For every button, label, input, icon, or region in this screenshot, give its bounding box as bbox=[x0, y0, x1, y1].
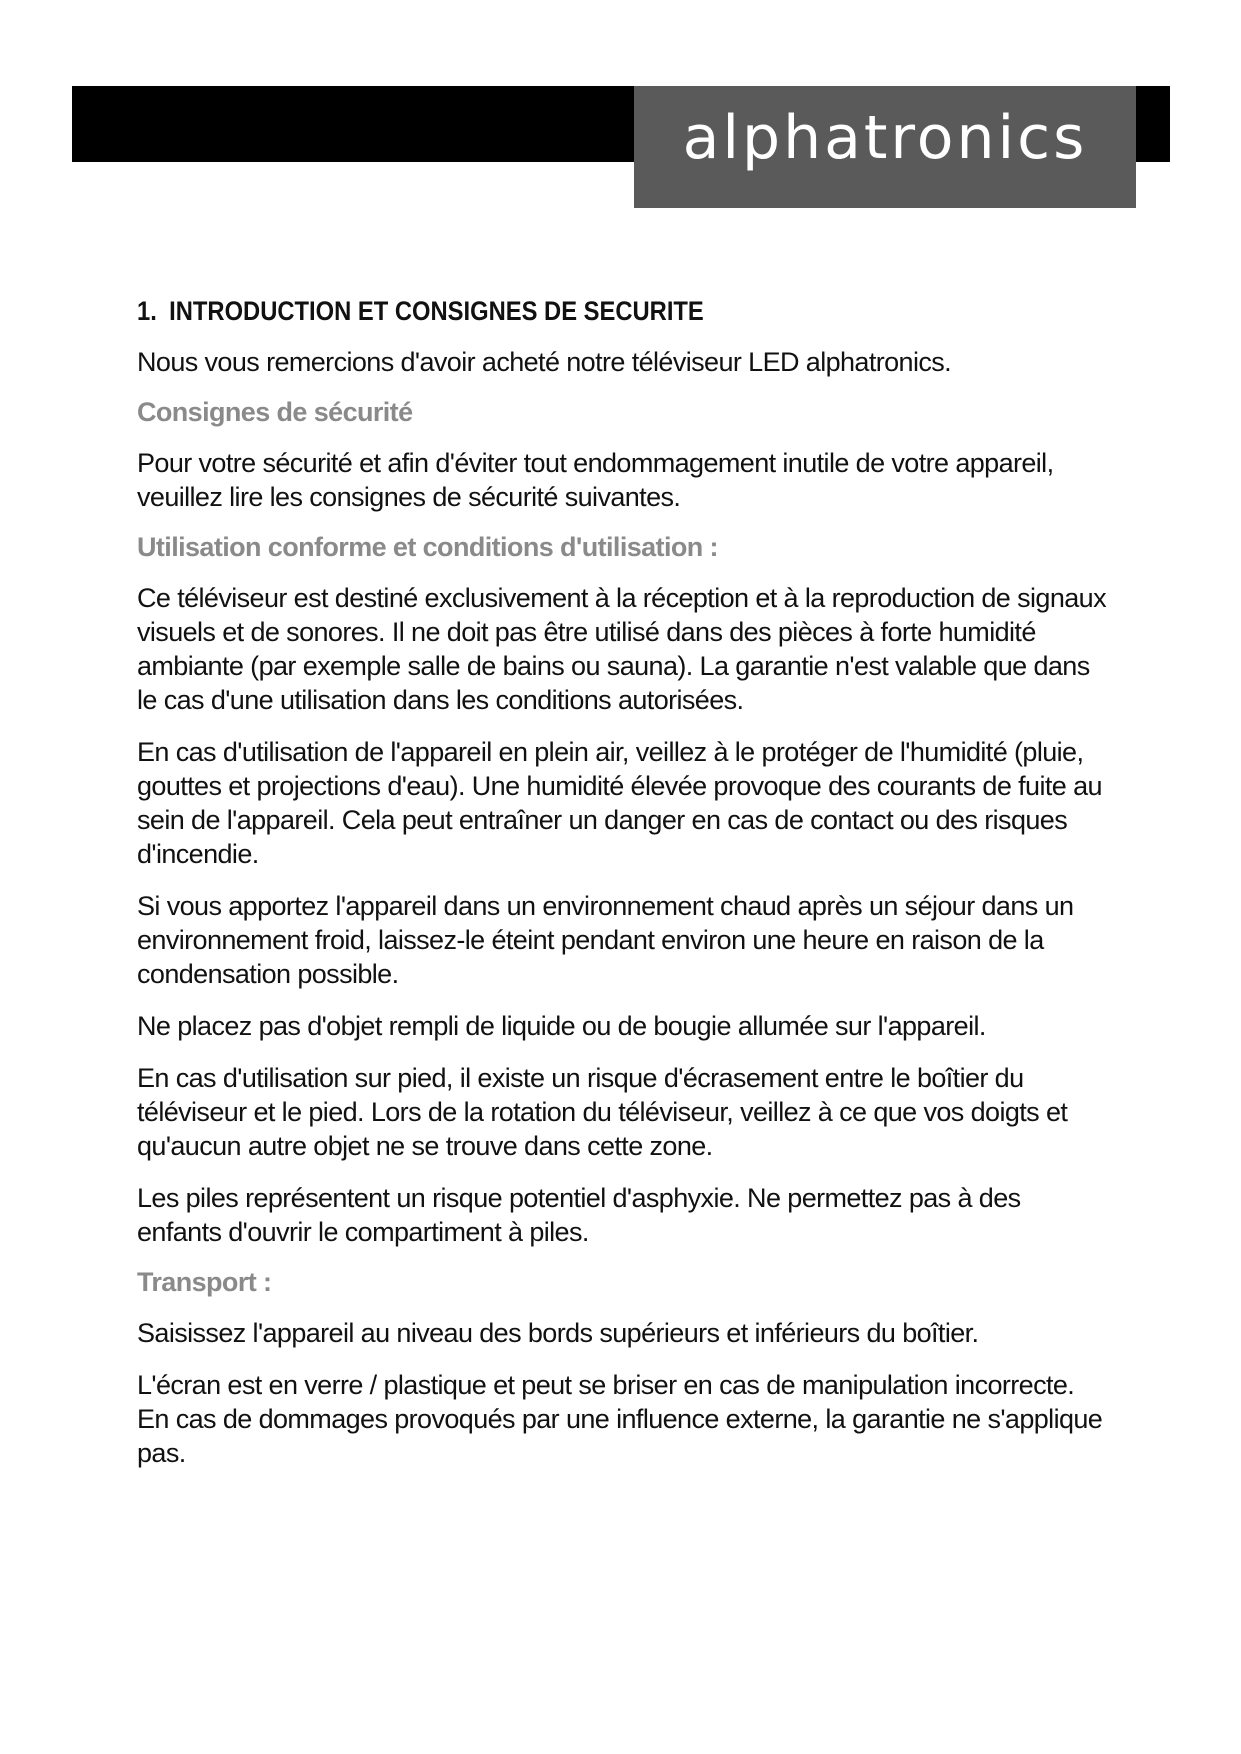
usage-paragraph: Si vous apportez l'appareil dans un environnement chaud après un séjour dans un environnement froid, laissez-le éteint pendant environ une heure en raison de la condensation possible. bbox=[137, 891, 1074, 989]
document-body bbox=[137, 296, 1107, 1488]
brand-logo bbox=[634, 86, 1136, 208]
usage-heading: Utilisation conforme et conditions d'utilisation : bbox=[137, 532, 718, 562]
section-title-text: INTRODUCTION ET CONSIGNES DE SECURITE bbox=[169, 296, 704, 326]
safety-intro-paragraph: Pour votre sécurité et afin d'éviter tout endommagement inutile de votre appareil, veuillez lire les consignes de sécurité suivantes. bbox=[137, 448, 1054, 512]
usage-paragraph: Ce téléviseur est destiné exclusivement à la réception et à la reproduction de signaux visuels et de sonores. Il ne doit pas être utilisé dans des pièces à forte humidité ambiante (par exemple salle de bains ou sauna). La garantie n'est valable que dans le cas d'une utilisation dans les conditions autorisées. bbox=[137, 583, 1106, 715]
transport-paragraph: Saisissez l'appareil au niveau des bords supérieurs et inférieurs du boîtier. bbox=[137, 1318, 979, 1348]
usage-paragraph: En cas d'utilisation de l'appareil en plein air, veillez à le protéger de l'humidité (pluie, gouttes et projections d'eau). Une humidité élevée provoque des courants de fuite au sein de l'appareil. Cela peut entraîner un danger en cas de contact ou des risques d'incendie. bbox=[137, 737, 1102, 869]
usage-paragraph: Les piles représentent un risque potentiel d'asphyxie. Ne permettez pas à des enfants d'ouvrir le compartiment à piles. bbox=[137, 1183, 1021, 1247]
transport-heading: Transport : bbox=[137, 1267, 272, 1297]
section-title bbox=[137, 296, 991, 327]
intro-paragraph: Nous vous remercions d'avoir acheté notre téléviseur LED alphatronics. bbox=[137, 347, 952, 377]
brand-name: alphatronics bbox=[682, 103, 1088, 173]
usage-paragraph: Ne placez pas d'objet rempli de liquide ou de bougie allumée sur l'appareil. bbox=[137, 1011, 986, 1041]
section-number: 1. bbox=[137, 296, 157, 326]
usage-paragraph: En cas d'utilisation sur pied, il existe un risque d'écrasement entre le boîtier du téléviseur et le pied. Lors de la rotation du téléviseur, veillez à ce que vos doigts et qu'aucun autre objet ne se trouve dans cette zone. bbox=[137, 1063, 1068, 1161]
transport-paragraph: L'écran est en verre / plastique et peut se briser en cas de manipulation incorrecte. En cas de dommages provoqués par une influence externe, la garantie ne s'applique pas. bbox=[137, 1370, 1103, 1468]
safety-heading: Consignes de sécurité bbox=[137, 397, 413, 427]
